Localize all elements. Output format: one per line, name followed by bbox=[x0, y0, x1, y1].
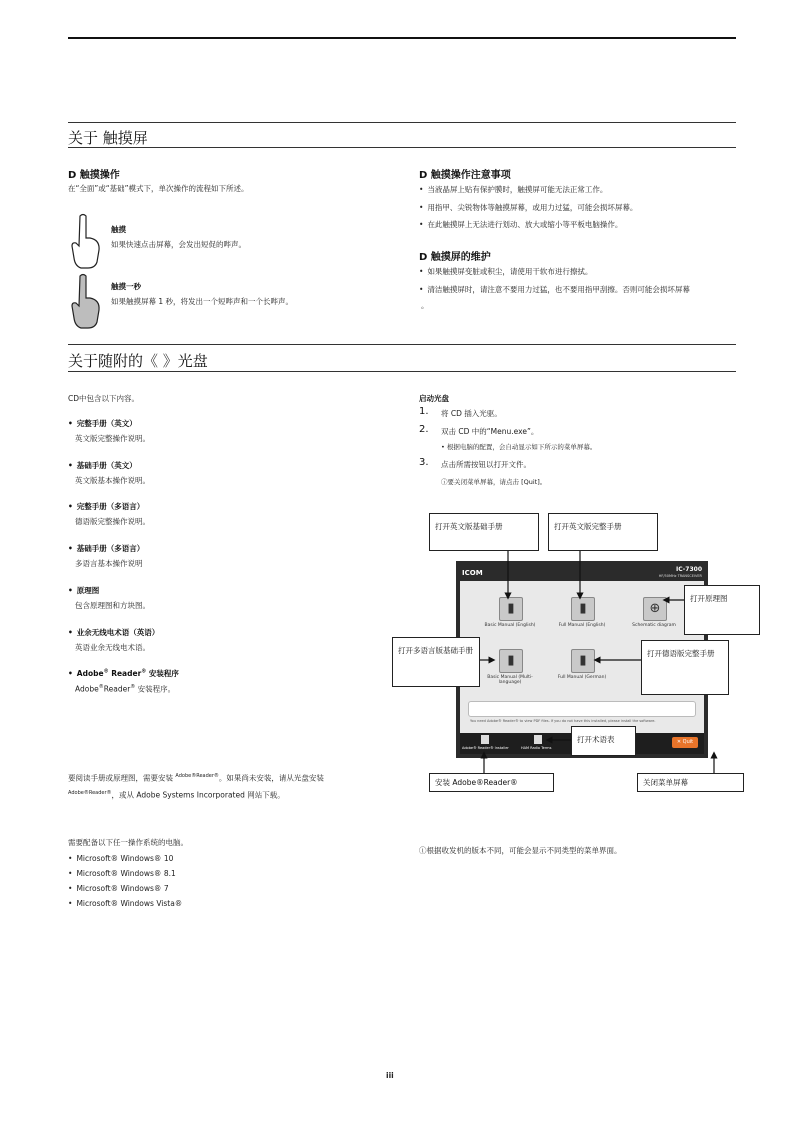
cd-item-name: • 完整手册（多语言） bbox=[68, 501, 144, 512]
cd-item-name: • 基础手册（英文） bbox=[68, 460, 137, 471]
section-title-touch: 关于 触摸屏 bbox=[68, 129, 148, 147]
reader-note-line2: $^{Adobe®Reader®}$，或从 Adobe Systems Incorporated 网站下载。 bbox=[68, 790, 285, 800]
cd-item-desc: 英文版完整操作说明。 bbox=[75, 434, 150, 443]
callout-ham-terms: 打开术语表 bbox=[571, 726, 636, 756]
callout-schematic: 打开原理图 bbox=[684, 585, 760, 635]
cd-item-desc: 英语业余无线电术语。 bbox=[75, 643, 150, 652]
screen-notice: You need Adobe® Reader® to view PDF files. If you do not have this installed, please install the software. bbox=[470, 719, 656, 723]
section-title-cd: 关于随附的《 》光盘 bbox=[68, 352, 208, 370]
step3-note: ⓘ要关闭菜单屏幕，请点击 [Quit]。 bbox=[441, 478, 547, 486]
step-number: 2. bbox=[419, 424, 429, 435]
start-cd-heading: 启动光盘 bbox=[419, 394, 449, 403]
step-number: 3. bbox=[419, 457, 429, 468]
cd-item-name: • 业余无线电术语（英语） bbox=[68, 627, 159, 638]
touch-care-item: • 如果触摸屏变脏或积尘，请使用干软布进行擦拭。 bbox=[419, 267, 592, 277]
screen-model: IC-7300 bbox=[676, 566, 702, 573]
touch-care-trailing: 。 bbox=[421, 301, 429, 310]
quit-button[interactable]: ✕ Quit bbox=[672, 737, 698, 748]
screen-subtitle: HF/50MHz TRANSCEIVER bbox=[658, 574, 702, 578]
step-text: 将 CD 插入光驱。 bbox=[441, 409, 502, 418]
screen-btn-full-de: Full Manual (German) bbox=[557, 675, 607, 680]
cd-item-name: • 基础手册（多语言） bbox=[68, 543, 144, 554]
screen-brand: ICOM bbox=[462, 569, 483, 577]
touch-care-heading: D 触摸屏的维护 bbox=[419, 252, 491, 263]
long-touch-desc: 如果触摸屏幕 1 秒，将发出一个短哔声和一个长哔声。 bbox=[111, 297, 294, 306]
os-item: • Microsoft® Windows Vista® bbox=[68, 899, 182, 909]
os-item: • Microsoft® Windows® 7 bbox=[68, 884, 169, 894]
callout-basic-en: 打开英文版基础手册 bbox=[429, 513, 539, 551]
book-icon[interactable]: ▮ bbox=[499, 649, 523, 673]
cd-item-adobe-name: • Adobe® Reader® 安装程序 bbox=[68, 668, 179, 679]
screen-btn-basic-en: Basic Manual (English) bbox=[484, 623, 536, 628]
callout-quit: 关闭菜单屏幕 bbox=[637, 773, 744, 792]
os-item: • Microsoft® Windows® 8.1 bbox=[68, 869, 176, 879]
os-intro: 需要配备以下任一操作系统的电脑。 bbox=[68, 838, 188, 847]
book-icon[interactable]: ▮ bbox=[499, 597, 523, 621]
step-text: 点击所需按钮以打开文件。 bbox=[441, 460, 531, 469]
screen-ham-btn: HAM Radio Terms bbox=[521, 746, 552, 750]
quit-label: Quit bbox=[682, 739, 694, 745]
callout-basic-multi: 打开多语言版基础手册 bbox=[392, 637, 480, 687]
callout-adobe: 安装 Adobe®Reader® bbox=[429, 773, 554, 792]
step-text: 双击 CD 中的“Menu.exe”。 bbox=[441, 427, 539, 436]
touch-ops-intro: 在“全面”或“基础”模式下，单次操作的流程如下所述。 bbox=[68, 184, 249, 193]
callout-full-de: 打开德语版完整手册 bbox=[641, 640, 729, 695]
touch-label: 触摸 bbox=[111, 225, 126, 234]
step-number: 1. bbox=[419, 406, 429, 417]
touch-desc: 如果快速点击屏幕，会发出短促的哔声。 bbox=[111, 240, 246, 249]
screen-btn-basic-multi: Basic Manual (Multi-language) bbox=[487, 675, 533, 686]
screen-adobe-btn: Adobe® Reader® Installer bbox=[462, 746, 509, 750]
version-note: ⓘ根据收发机的版本不同，可能会显示不同类型的菜单界面。 bbox=[419, 846, 622, 855]
screen-btn-schematic: Schematic diagram bbox=[632, 623, 676, 628]
cd-item-adobe-desc: Adobe®Reader® 安装程序。 bbox=[75, 684, 176, 694]
touch-notes-heading: D 触摸操作注意事项 bbox=[419, 170, 511, 181]
reader-note-line1: 要阅读手册或原理图，需要安装 $^{Adobe®Reader®}$。如果尚未安装，请从光盘安装 bbox=[68, 773, 324, 783]
os-item: • Microsoft® Windows® 10 bbox=[68, 854, 173, 864]
cd-item-name: • 完整手册（英文） bbox=[68, 418, 137, 429]
cd-item-desc: 英文版基本操作说明。 bbox=[75, 476, 150, 485]
page-number: iii bbox=[386, 1071, 394, 1080]
touch-note-item: • 在此触摸屏上无法进行划动、放大或缩小等平板电脑操作。 bbox=[419, 220, 622, 230]
long-touch-label: 触摸一秒 bbox=[111, 282, 141, 291]
book-icon[interactable]: ▮ bbox=[571, 649, 595, 673]
touch-ops-heading: D 触摸操作 bbox=[68, 170, 120, 181]
touch-note-item: • 用指甲、尖锐物体等触摸屏幕，或用力过猛，可能会损坏屏幕。 bbox=[419, 203, 637, 213]
cd-item-desc: 多语言基本操作说明 bbox=[75, 559, 143, 568]
callout-full-en: 打开英文版完整手册 bbox=[548, 513, 658, 551]
cd-item-name: • 原理图 bbox=[68, 585, 99, 596]
cd-intro: CD中包含以下内容。 bbox=[68, 394, 140, 403]
schematic-icon[interactable]: ⊕ bbox=[643, 597, 667, 621]
book-icon[interactable]: ▮ bbox=[571, 597, 595, 621]
cd-item-desc: 德语版完整操作说明。 bbox=[75, 517, 150, 526]
touch-note-item: • 当液晶屏上贴有保护膜时，触摸屏可能无法正常工作。 bbox=[419, 185, 607, 195]
touch-care-item: • 清洁触摸屏时，请注意不要用力过猛，也不要用指甲刮擦。否则可能会损坏屏幕 bbox=[419, 285, 690, 295]
cd-item-desc: 包含原理图和方块图。 bbox=[75, 601, 150, 610]
screen-btn-full-en: Full Manual (English) bbox=[558, 623, 606, 628]
step2-note: • 根据电脑的配置，会自动显示如下所示的菜单屏幕。 bbox=[441, 443, 597, 451]
